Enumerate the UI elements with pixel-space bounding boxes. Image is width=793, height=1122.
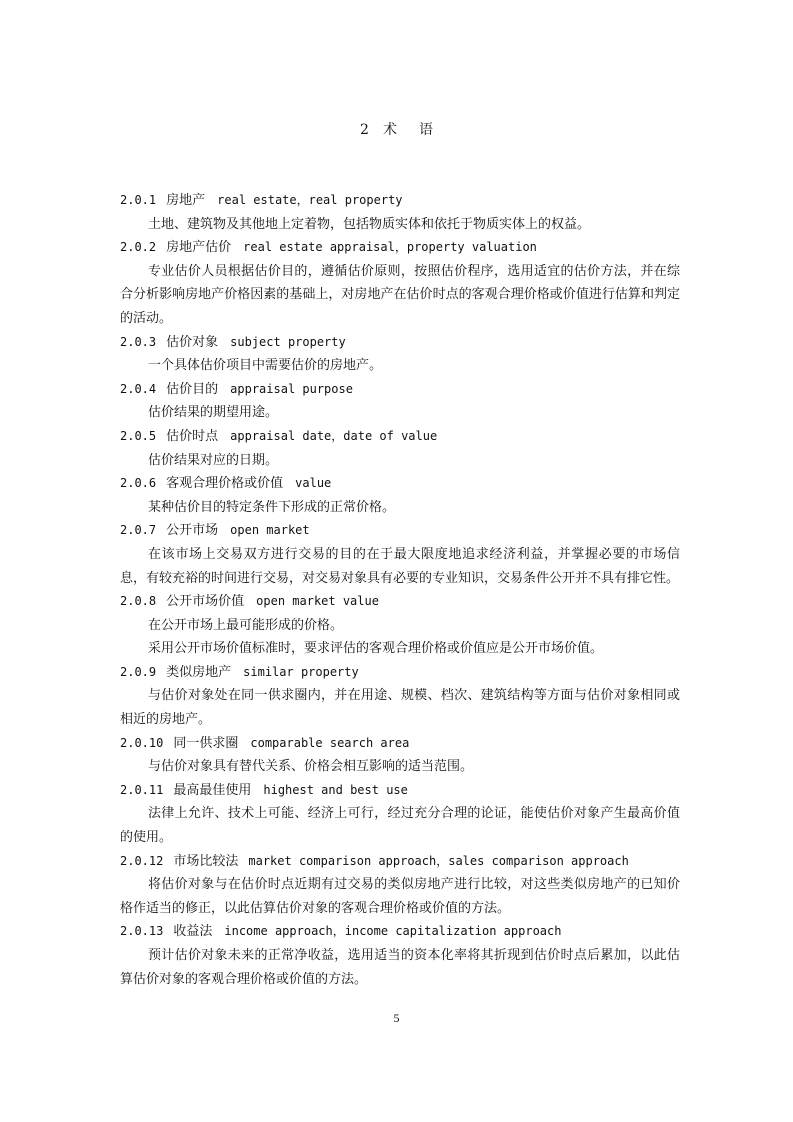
term-heading	[120, 519, 680, 543]
terms-list	[120, 189, 680, 991]
term-english: real estate appraisal，property valuation	[243, 240, 537, 255]
term-code: 2.0.6	[120, 476, 157, 491]
chapter-number: 2	[360, 122, 369, 138]
page-number: 5	[393, 1011, 400, 1025]
term-definition: 估价结果的期望用途。	[148, 405, 279, 421]
term-chinese: 同一供求圈	[173, 735, 239, 751]
term-code: 2.0.7	[120, 523, 157, 538]
term-definition: 与估价对象具有替代关系、价格会相互影响的适当范围。	[148, 759, 474, 775]
term-entry	[120, 472, 680, 519]
term-entry	[120, 425, 680, 472]
term-heading	[120, 331, 680, 355]
term-code: 2.0.13	[120, 924, 164, 939]
term-entry	[120, 519, 680, 590]
term-entry	[120, 732, 680, 779]
term-definition: 土地、建筑物及其他地上定着物，包括物质实体和依托于物质实体上的权益。	[148, 216, 591, 232]
term-code: 2.0.3	[120, 334, 157, 349]
term-chinese: 最高最佳使用	[173, 782, 252, 798]
chapter-title-part2: 语	[418, 122, 433, 138]
term-english: comparable search area	[250, 735, 410, 750]
term-english: market comparison approach，sales comparison approach	[248, 853, 629, 868]
term-entry	[120, 331, 680, 378]
term-definition: 一个具体估价项目中需要估价的房地产。	[148, 358, 383, 374]
term-chinese: 类似房地产	[166, 664, 232, 680]
term-heading	[120, 472, 680, 496]
chapter-title	[0, 120, 793, 140]
term-entry	[120, 920, 680, 991]
term-code: 2.0.1	[120, 193, 157, 207]
term-code: 2.0.10	[120, 735, 164, 750]
term-heading	[120, 425, 680, 449]
term-chinese: 公开市场价值	[166, 594, 245, 610]
term-english: appraisal purpose	[230, 381, 353, 396]
term-english: similar property	[243, 664, 359, 679]
term-english: open market value	[256, 594, 379, 609]
term-english: appraisal date，date of value	[230, 428, 438, 443]
term-definition: 某种估价目的特定条件下形成的正常价格。	[148, 499, 396, 515]
term-definition: 与估价对象处在同一供求圈内，并在用途、规模、档次、建筑结构等方面与估价对象相同或相近的房地产。	[120, 688, 680, 728]
term-chinese: 估价时点	[166, 428, 219, 444]
term-heading	[120, 236, 680, 260]
term-english: real estate，real property	[217, 193, 403, 207]
term-english: value	[295, 476, 332, 491]
term-chinese: 收益法	[173, 924, 213, 940]
term-entry	[120, 378, 680, 425]
term-definition: 采用公开市场价值标准时，要求评估的客观合理价格或价值应是公开市场价值。	[148, 641, 604, 657]
term-heading	[120, 779, 680, 803]
term-heading	[120, 590, 680, 614]
term-definition: 在公开市场上最可能形成的价格。	[148, 617, 344, 633]
term-chinese: 估价对象	[166, 334, 219, 350]
term-code: 2.0.2	[120, 240, 157, 255]
term-code: 2.0.11	[120, 782, 164, 797]
term-heading	[120, 732, 680, 756]
term-definition: 在该市场上交易双方进行交易的目的在于最大限度地追求经济利益，并掌握必要的市场信息，有较充裕的时间进行交易，对交易对象具有必要的专业知识，交易条件公开并不具有排它性。	[120, 546, 680, 586]
term-definition: 法律上允许、技术上可能、经济上可行，经过充分合理的论证，能使估价对象产生最高价值的使用。	[120, 806, 680, 846]
term-definition: 将估价对象与在估价时点近期有过交易的类似房地产进行比较，对这些类似房地产的已知价格作适当的修正，以此估算估价对象的客观合理价格或价值的方法。	[120, 877, 680, 916]
term-heading	[120, 850, 680, 874]
chapter-title-part1: 术	[382, 122, 397, 138]
term-english: highest and best use	[263, 782, 408, 797]
term-heading	[120, 378, 680, 402]
term-chinese: 市场比较法	[173, 853, 239, 869]
term-entry	[120, 779, 680, 850]
term-chinese: 公开市场	[166, 523, 219, 539]
term-entry	[120, 236, 680, 330]
term-definition: 估价结果对应的日期。	[148, 452, 279, 468]
term-heading	[120, 661, 680, 685]
term-chinese: 估价目的	[166, 381, 219, 397]
term-entry	[120, 590, 680, 661]
term-entry	[120, 189, 680, 236]
term-heading	[120, 189, 680, 213]
term-definition: 专业估价人员根据估价目的，遵循估价原则，按照估价程序，选用适宜的估价方法，并在综合分析影响房地产价格因素的基础上，对房地产在估价时点的客观合理价格或价值进行估算和判定的活动。	[120, 263, 680, 326]
term-code: 2.0.12	[120, 853, 164, 868]
term-code: 2.0.8	[120, 594, 157, 609]
term-english: income approach，income capitalization approach	[224, 924, 562, 939]
term-chinese: 房地产估价	[166, 240, 232, 256]
term-chinese: 房地产	[166, 193, 206, 208]
term-chinese: 客观合理价格或价值	[166, 476, 284, 492]
term-definition: 预计估价对象未来的正常净收益，选用适当的资本化率将其折现到估价时点后累加，以此估算估价对象的客观合理价格或价值的方法。	[120, 948, 680, 987]
term-english: subject property	[230, 334, 346, 349]
term-code: 2.0.4	[120, 381, 157, 396]
term-code: 2.0.5	[120, 428, 157, 443]
term-english: open market	[230, 523, 310, 538]
term-heading	[120, 920, 680, 944]
term-entry	[120, 661, 680, 732]
term-code: 2.0.9	[120, 664, 157, 679]
term-entry	[120, 850, 680, 921]
